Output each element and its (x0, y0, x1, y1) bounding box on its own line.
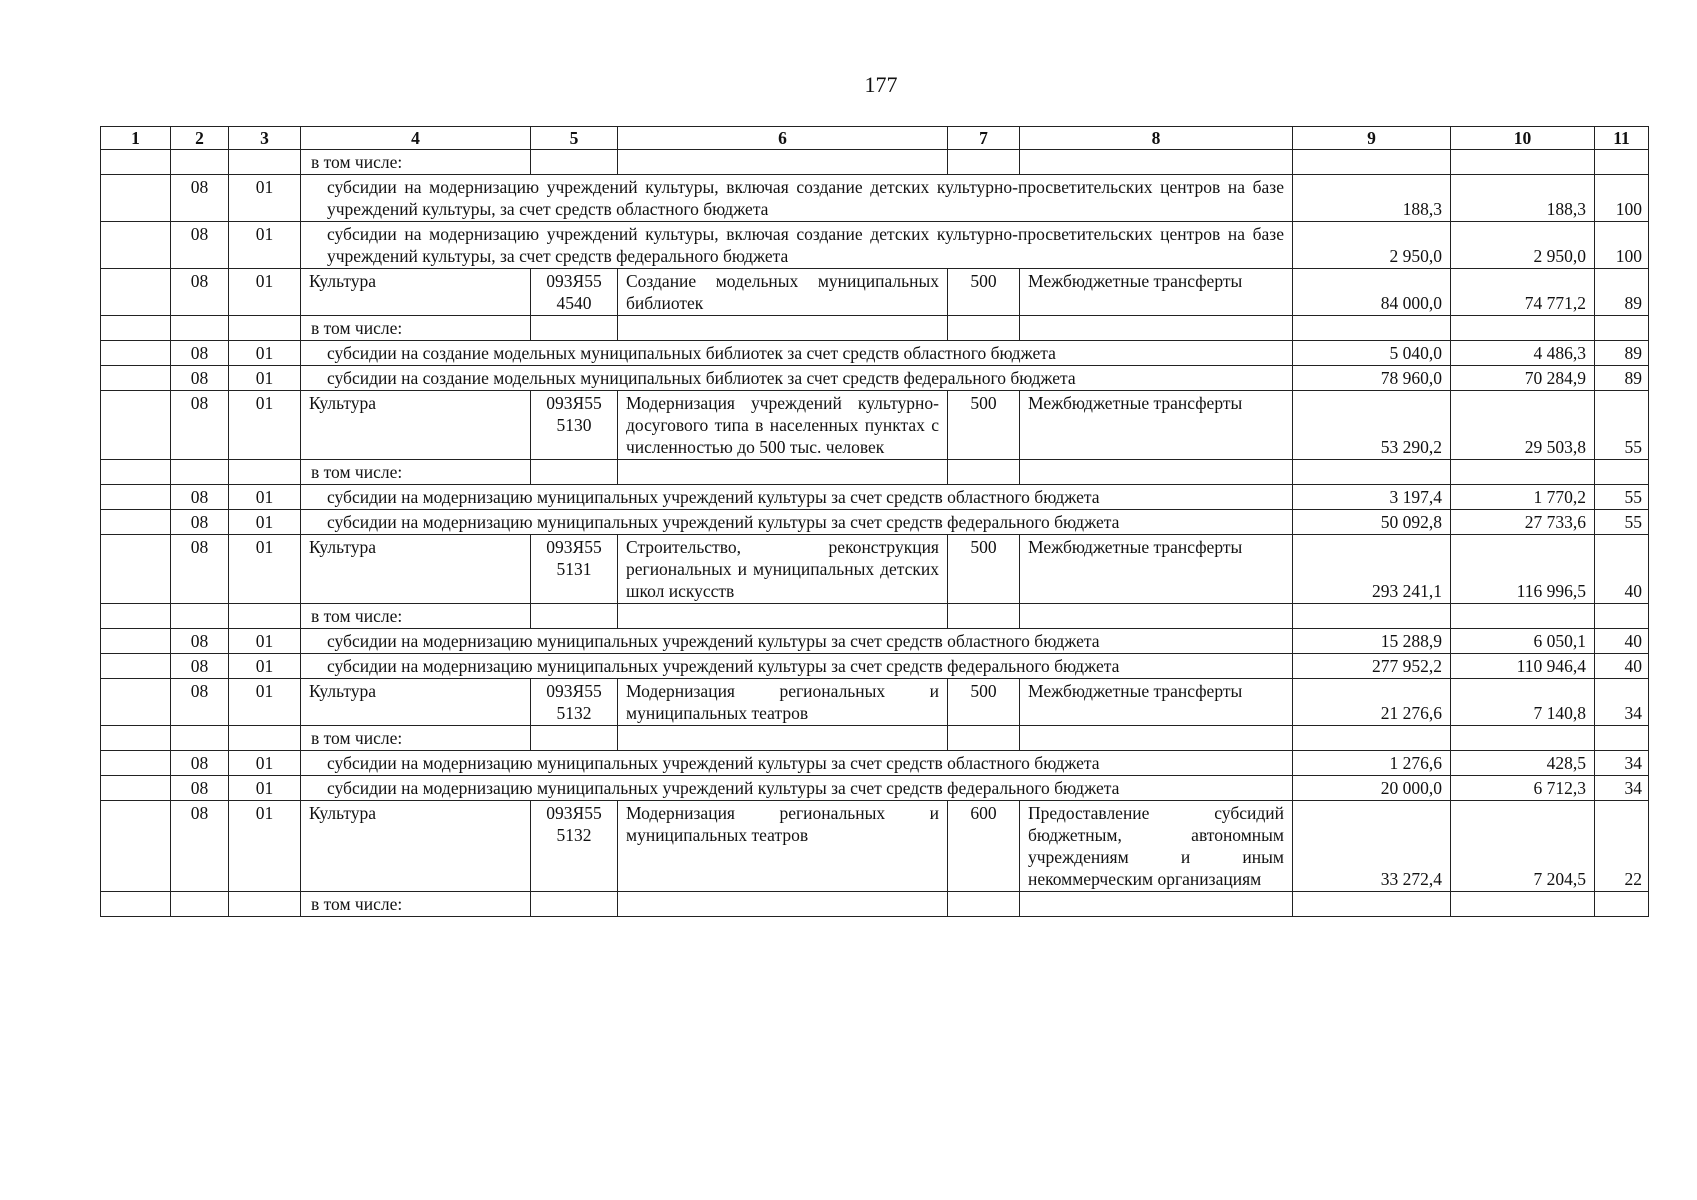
amount-planned: 277 952,2 (1293, 654, 1451, 679)
cell-empty (1293, 604, 1451, 629)
cell-empty (101, 751, 171, 776)
amount-planned: 20 000,0 (1293, 776, 1451, 801)
table-row (101, 679, 1649, 726)
cell-empty (618, 892, 948, 917)
table-row (101, 801, 1649, 892)
subsection-code: 01 (229, 654, 301, 679)
cell-empty (948, 604, 1020, 629)
col-header-1: 1 (101, 127, 171, 150)
table-row (101, 726, 1649, 751)
cell-empty (101, 460, 171, 485)
cell-empty (1595, 316, 1649, 341)
percent-executed: 40 (1595, 654, 1649, 679)
amount-planned: 21 276,6 (1293, 679, 1451, 726)
table-row (101, 776, 1649, 801)
subsidy-description: субсидии на модернизацию муниципальных учреждений культуры за счет средств областного бюджета (301, 629, 1293, 654)
cell-empty (101, 679, 171, 726)
cell-empty (531, 316, 618, 341)
cell-empty (531, 460, 618, 485)
col-header-11: 11 (1595, 127, 1649, 150)
subsection-code: 01 (229, 510, 301, 535)
program-name: Модернизация региональных и муниципальных театров (618, 679, 948, 726)
cell-empty (101, 222, 171, 269)
subsection-code: 01 (229, 751, 301, 776)
section-name: Культура (301, 391, 531, 460)
subsidy-description: субсидии на модернизацию муниципальных учреждений культуры за счет средств федерального бюджета (301, 510, 1293, 535)
amount-planned: 293 241,1 (1293, 535, 1451, 604)
section-code: 08 (171, 366, 229, 391)
target-article-code: 093Я55 5130 (531, 391, 618, 460)
amount-planned: 2 950,0 (1293, 222, 1451, 269)
table-row (101, 751, 1649, 776)
expense-type-code: 500 (948, 391, 1020, 460)
percent-executed: 40 (1595, 629, 1649, 654)
including-label: в том числе: (301, 726, 531, 751)
section-name: Культура (301, 679, 531, 726)
amount-planned: 15 288,9 (1293, 629, 1451, 654)
section-code: 08 (171, 222, 229, 269)
cell-empty (618, 604, 948, 629)
page-number: 177 (864, 72, 898, 97)
cell-empty (101, 535, 171, 604)
percent-executed: 34 (1595, 679, 1649, 726)
subsection-code: 01 (229, 535, 301, 604)
table-row (101, 175, 1649, 222)
section-code: 08 (171, 510, 229, 535)
subsection-code: 01 (229, 222, 301, 269)
col-header-6: 6 (618, 127, 948, 150)
cell-empty (101, 654, 171, 679)
amount-planned: 84 000,0 (1293, 269, 1451, 316)
cell-empty (618, 726, 948, 751)
target-article-code: 093Я55 5131 (531, 535, 618, 604)
cell-empty (101, 629, 171, 654)
cell-empty (101, 341, 171, 366)
program-name: Модернизация учреждений культурно-досугового типа в населенных пунктах с численностью до 500 тыс. человек (618, 391, 948, 460)
percent-executed: 55 (1595, 391, 1649, 460)
cell-empty (229, 892, 301, 917)
cell-empty (171, 726, 229, 751)
section-code: 08 (171, 341, 229, 366)
cell-empty (1451, 150, 1595, 175)
including-label: в том числе: (301, 604, 531, 629)
subsidy-description: субсидии на создание модельных муниципальных библиотек за счет средств областного бюджета (301, 341, 1293, 366)
cell-empty (229, 150, 301, 175)
cell-empty (101, 269, 171, 316)
percent-executed: 55 (1595, 485, 1649, 510)
cell-empty (1451, 892, 1595, 917)
section-name: Культура (301, 535, 531, 604)
percent-executed: 89 (1595, 366, 1649, 391)
subsection-code: 01 (229, 269, 301, 316)
subsidy-description: субсидии на создание модельных муниципальных библиотек за счет средств федерального бюджета (301, 366, 1293, 391)
amount-planned: 53 290,2 (1293, 391, 1451, 460)
subsection-code: 01 (229, 366, 301, 391)
cell-empty (1595, 150, 1649, 175)
budget-table (100, 126, 1649, 917)
table-row (101, 892, 1649, 917)
col-header-2: 2 (171, 127, 229, 150)
expense-type-code: 600 (948, 801, 1020, 892)
table-row (101, 341, 1649, 366)
amount-executed: 70 284,9 (1451, 366, 1595, 391)
col-header-3: 3 (229, 127, 301, 150)
expense-type-code: 500 (948, 679, 1020, 726)
cell-empty (101, 366, 171, 391)
subsidy-description: субсидии на модернизацию муниципальных учреждений культуры за счет средств областного бюджета (301, 485, 1293, 510)
col-header-9: 9 (1293, 127, 1451, 150)
table-row (101, 510, 1649, 535)
amount-planned: 3 197,4 (1293, 485, 1451, 510)
cell-empty (1020, 150, 1293, 175)
percent-executed: 89 (1595, 269, 1649, 316)
cell-empty (101, 391, 171, 460)
amount-executed: 4 486,3 (1451, 341, 1595, 366)
subsection-code: 01 (229, 776, 301, 801)
cell-empty (229, 316, 301, 341)
table-header-row (101, 127, 1649, 150)
subsidy-description: субсидии на модернизацию муниципальных учреждений культуры за счет средств федерального бюджета (301, 654, 1293, 679)
table-row (101, 460, 1649, 485)
table-row (101, 222, 1649, 269)
target-article-code: 093Я55 4540 (531, 269, 618, 316)
amount-executed: 1 770,2 (1451, 485, 1595, 510)
subsection-code: 01 (229, 801, 301, 892)
cell-empty (101, 510, 171, 535)
cell-empty (171, 892, 229, 917)
cell-empty (1293, 726, 1451, 751)
cell-empty (171, 316, 229, 341)
expense-type-name: Предоставление субсидий бюджетным, автономным учреждениям и иным некоммерческим организациям (1020, 801, 1293, 892)
cell-empty (1020, 892, 1293, 917)
cell-empty (1293, 150, 1451, 175)
amount-executed: 6 712,3 (1451, 776, 1595, 801)
table-row (101, 535, 1649, 604)
section-code: 08 (171, 801, 229, 892)
cell-empty (618, 460, 948, 485)
table-row (101, 629, 1649, 654)
including-label: в том числе: (301, 150, 531, 175)
including-label: в том числе: (301, 892, 531, 917)
subsidy-description: субсидии на модернизацию учреждений культуры, включая создание детских культурно-просветительских центров на базе учреждений культуры, за счет средств областного бюджета (301, 175, 1293, 222)
section-code: 08 (171, 269, 229, 316)
cell-empty (1020, 460, 1293, 485)
program-name: Строительство, реконструкция региональных и муниципальных детских школ искусств (618, 535, 948, 604)
amount-planned: 50 092,8 (1293, 510, 1451, 535)
subsection-code: 01 (229, 391, 301, 460)
target-article-code: 093Я55 5132 (531, 801, 618, 892)
col-header-4: 4 (301, 127, 531, 150)
expense-type-name: Межбюджетные трансферты (1020, 679, 1293, 726)
cell-empty (531, 604, 618, 629)
amount-executed: 188,3 (1451, 175, 1595, 222)
cell-empty (1595, 892, 1649, 917)
section-name: Культура (301, 269, 531, 316)
cell-empty (101, 485, 171, 510)
cell-empty (101, 316, 171, 341)
section-code: 08 (171, 679, 229, 726)
table-row (101, 604, 1649, 629)
cell-empty (1451, 460, 1595, 485)
expense-type-code: 500 (948, 535, 1020, 604)
section-code: 08 (171, 751, 229, 776)
program-name: Создание модельных муниципальных библиотек (618, 269, 948, 316)
percent-executed: 22 (1595, 801, 1649, 892)
cell-empty (948, 892, 1020, 917)
cell-empty (101, 801, 171, 892)
cell-empty (1293, 460, 1451, 485)
cell-empty (1020, 604, 1293, 629)
percent-executed: 100 (1595, 175, 1649, 222)
table-row (101, 366, 1649, 391)
expense-type-name: Межбюджетные трансферты (1020, 391, 1293, 460)
subsidy-description: субсидии на модернизацию муниципальных учреждений культуры за счет средств областного бюджета (301, 751, 1293, 776)
subsidy-description: субсидии на модернизацию муниципальных учреждений культуры за счет средств федерального бюджета (301, 776, 1293, 801)
table-row (101, 485, 1649, 510)
subsidy-description: субсидии на модернизацию учреждений культуры, включая создание детских культурно-просветительских центров на базе учреждений культуры, за счет средств федерального бюджета (301, 222, 1293, 269)
cell-empty (171, 604, 229, 629)
amount-executed: 110 946,4 (1451, 654, 1595, 679)
cell-empty (1293, 892, 1451, 917)
percent-executed: 34 (1595, 751, 1649, 776)
amount-executed: 27 733,6 (1451, 510, 1595, 535)
subsection-code: 01 (229, 175, 301, 222)
amount-executed: 29 503,8 (1451, 391, 1595, 460)
amount-executed: 6 050,1 (1451, 629, 1595, 654)
cell-empty (101, 175, 171, 222)
expense-type-name: Межбюджетные трансферты (1020, 269, 1293, 316)
cell-empty (101, 892, 171, 917)
percent-executed: 55 (1595, 510, 1649, 535)
cell-empty (1451, 316, 1595, 341)
percent-executed: 40 (1595, 535, 1649, 604)
section-code: 08 (171, 654, 229, 679)
col-header-5: 5 (531, 127, 618, 150)
table-row (101, 654, 1649, 679)
subsection-code: 01 (229, 679, 301, 726)
cell-empty (531, 150, 618, 175)
amount-executed: 7 204,5 (1451, 801, 1595, 892)
cell-empty (171, 460, 229, 485)
cell-empty (101, 726, 171, 751)
amount-planned: 78 960,0 (1293, 366, 1451, 391)
cell-empty (1451, 726, 1595, 751)
cell-empty (948, 150, 1020, 175)
amount-executed: 2 950,0 (1451, 222, 1595, 269)
amount-executed: 7 140,8 (1451, 679, 1595, 726)
cell-empty (1595, 460, 1649, 485)
amount-executed: 74 771,2 (1451, 269, 1595, 316)
section-name: Культура (301, 801, 531, 892)
percent-executed: 100 (1595, 222, 1649, 269)
cell-empty (101, 604, 171, 629)
cell-empty (1595, 726, 1649, 751)
cell-empty (229, 726, 301, 751)
subsection-code: 01 (229, 341, 301, 366)
amount-planned: 188,3 (1293, 175, 1451, 222)
table-row (101, 150, 1649, 175)
section-code: 08 (171, 629, 229, 654)
subsection-code: 01 (229, 629, 301, 654)
section-code: 08 (171, 776, 229, 801)
table-row (101, 316, 1649, 341)
cell-empty (171, 150, 229, 175)
target-article-code: 093Я55 5132 (531, 679, 618, 726)
section-code: 08 (171, 485, 229, 510)
table-body (101, 150, 1649, 917)
amount-executed: 116 996,5 (1451, 535, 1595, 604)
cell-empty (229, 460, 301, 485)
percent-executed: 34 (1595, 776, 1649, 801)
percent-executed: 89 (1595, 341, 1649, 366)
section-code: 08 (171, 391, 229, 460)
amount-planned: 1 276,6 (1293, 751, 1451, 776)
including-label: в том числе: (301, 316, 531, 341)
cell-empty (101, 150, 171, 175)
cell-empty (1293, 316, 1451, 341)
cell-empty (229, 604, 301, 629)
amount-planned: 33 272,4 (1293, 801, 1451, 892)
section-code: 08 (171, 175, 229, 222)
program-name: Модернизация региональных и муниципальных театров (618, 801, 948, 892)
cell-empty (101, 776, 171, 801)
table-row (101, 391, 1649, 460)
subsection-code: 01 (229, 485, 301, 510)
cell-empty (1020, 316, 1293, 341)
cell-empty (1595, 604, 1649, 629)
amount-planned: 5 040,0 (1293, 341, 1451, 366)
col-header-10: 10 (1451, 127, 1595, 150)
cell-empty (948, 726, 1020, 751)
cell-empty (948, 460, 1020, 485)
cell-empty (1451, 604, 1595, 629)
col-header-8: 8 (1020, 127, 1293, 150)
including-label: в том числе: (301, 460, 531, 485)
expense-type-name: Межбюджетные трансферты (1020, 535, 1293, 604)
expense-type-code: 500 (948, 269, 1020, 316)
cell-empty (1020, 726, 1293, 751)
table-row (101, 269, 1649, 316)
cell-empty (531, 892, 618, 917)
cell-empty (948, 316, 1020, 341)
amount-executed: 428,5 (1451, 751, 1595, 776)
col-header-7: 7 (948, 127, 1020, 150)
cell-empty (531, 726, 618, 751)
cell-empty (618, 150, 948, 175)
section-code: 08 (171, 535, 229, 604)
cell-empty (618, 316, 948, 341)
